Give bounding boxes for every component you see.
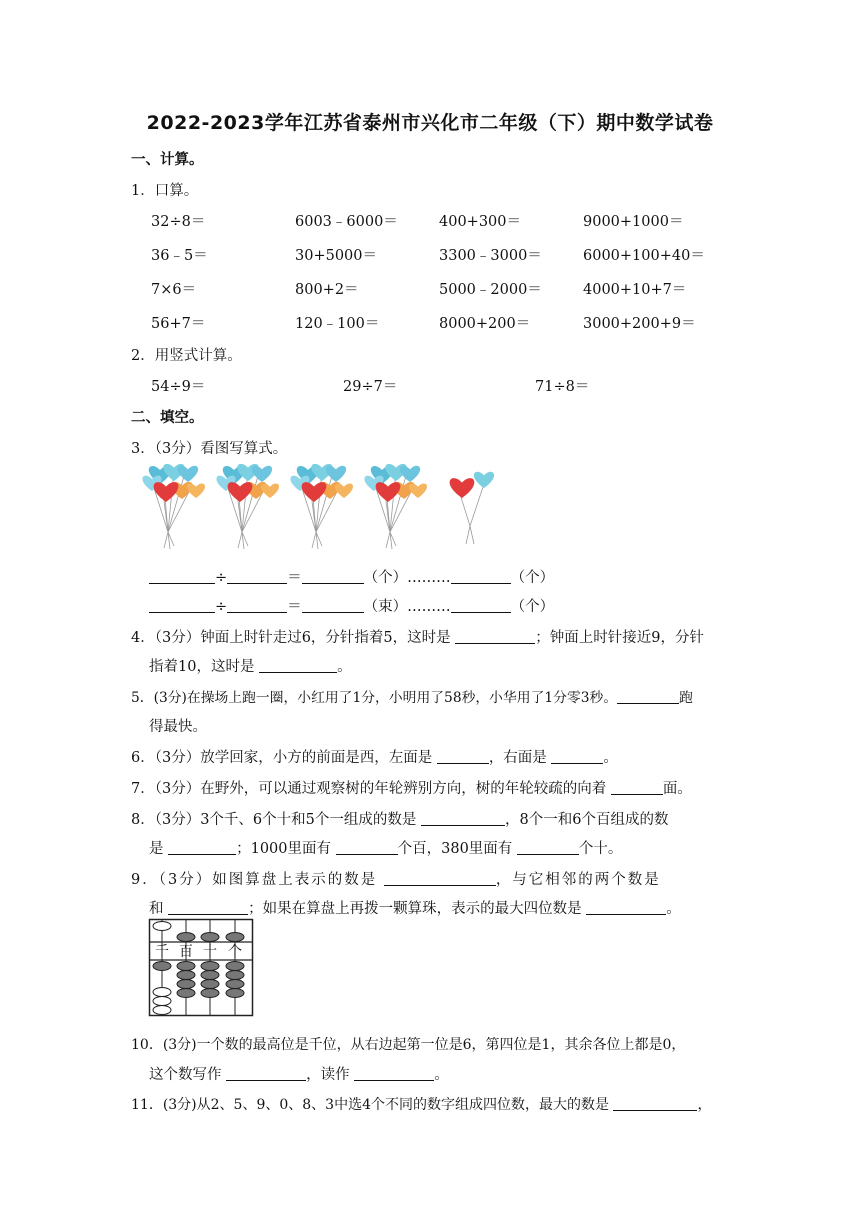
q1-item: 120﹣100＝ bbox=[295, 316, 380, 332]
answer-blank[interactable] bbox=[168, 840, 236, 855]
answer-blank[interactable] bbox=[336, 840, 398, 855]
q1-item: 6000+100+40＝ bbox=[583, 248, 705, 264]
section-heading-calc: 一、计算。 bbox=[131, 152, 204, 168]
answer-blank[interactable] bbox=[227, 598, 287, 613]
abacus-illustration bbox=[148, 918, 256, 1018]
q3-label: 3．（3分）看图写算式。 bbox=[131, 441, 288, 457]
answer-blank[interactable] bbox=[384, 871, 496, 886]
balloons-illustration bbox=[140, 460, 520, 552]
abacus-label: 百 bbox=[179, 944, 193, 960]
q1-item: 32÷8＝ bbox=[151, 214, 206, 230]
answer-blank[interactable] bbox=[421, 811, 505, 826]
answer-blank[interactable] bbox=[517, 840, 579, 855]
answer-blank[interactable] bbox=[617, 689, 679, 704]
q11-line1: 11．(3分)从2、5、9、0、8、3中选4个不同的数字组成四位数，最大的数是 ， bbox=[131, 1097, 712, 1113]
q3-line1: ÷ ＝ （个）……… （个） bbox=[149, 566, 554, 587]
q1-item: 400+300＝ bbox=[439, 214, 522, 230]
abacus-label: 个 bbox=[228, 944, 242, 960]
q7-line: 7．（3分）在野外，可以通过观察树的年轮辨别方向，树的年轮较疏的向着 面。 bbox=[131, 781, 692, 797]
answer-blank[interactable] bbox=[302, 569, 364, 584]
q2-item: 54÷9＝ bbox=[151, 379, 206, 395]
q1-item: 3000+200+9＝ bbox=[583, 316, 696, 332]
q1-item: 36﹣5＝ bbox=[151, 248, 208, 264]
q10-line2: 这个数写作 ，读作 。 bbox=[149, 1067, 449, 1083]
q10-line1: 10．(3分)一个数的最高位是千位，从右边起第一位是6，第四位是1，其余各位上都是0， bbox=[131, 1037, 686, 1053]
answer-blank[interactable] bbox=[168, 900, 248, 915]
q1-item: 4000+10+7＝ bbox=[583, 282, 687, 298]
q4-line1: 4．（3分）钟面上时针走过6，分针指着5，这时是 ；钟面上时针接近9，分针 bbox=[131, 630, 704, 646]
answer-blank[interactable] bbox=[451, 569, 511, 584]
answer-blank[interactable] bbox=[149, 569, 215, 584]
answer-blank[interactable] bbox=[455, 629, 535, 644]
q8-line2: 是 ；1000里面有 个百，380里面有 个十。 bbox=[149, 841, 623, 857]
q1-item: 30+5000＝ bbox=[295, 248, 378, 264]
answer-blank[interactable] bbox=[354, 1066, 434, 1081]
q3-line2: ÷ ＝ （束）……… （个） bbox=[149, 595, 554, 616]
abacus-label: 千 bbox=[155, 944, 169, 960]
q1-item: 8000+200＝ bbox=[439, 316, 531, 332]
answer-blank[interactable] bbox=[437, 749, 489, 764]
section-heading-fill: 二、填空。 bbox=[131, 410, 204, 426]
answer-blank[interactable] bbox=[227, 569, 287, 584]
q1-item: 6003﹣6000＝ bbox=[295, 214, 398, 230]
q1-item: 5000﹣2000＝ bbox=[439, 282, 542, 298]
q1-label: 1．口算。 bbox=[131, 183, 199, 199]
answer-blank[interactable] bbox=[149, 598, 215, 613]
q2-label: 2．用竖式计算。 bbox=[131, 348, 242, 364]
q2-item: 29÷7＝ bbox=[343, 379, 398, 395]
answer-blank[interactable] bbox=[259, 658, 337, 673]
answer-blank[interactable] bbox=[451, 598, 511, 613]
q6-line: 6．（3分）放学回家，小方的前面是西，左面是 ，右面是 。 bbox=[131, 750, 618, 766]
answer-blank[interactable] bbox=[302, 598, 364, 613]
q1-item: 3300﹣3000＝ bbox=[439, 248, 542, 264]
q1-item: 9000+1000＝ bbox=[583, 214, 684, 230]
q9-line2: 和 ；如果在算盘上再拨一颗算珠，表示的最大四位数是 。 bbox=[149, 901, 681, 917]
q1-item: 56+7＝ bbox=[151, 316, 206, 332]
answer-blank[interactable] bbox=[613, 1096, 697, 1111]
q9-line1: 9．（3分）如图算盘上表示的数是 ，与它相邻的两个数是 bbox=[131, 872, 661, 888]
q5-line1: 5．(3分)在操场上跑一圈，小红用了1分，小明用了58秒，小华用了1分零3秒。 跑 bbox=[131, 690, 693, 706]
q5-line2: 得最快。 bbox=[149, 719, 207, 735]
answer-blank[interactable] bbox=[586, 900, 666, 915]
answer-blank[interactable] bbox=[551, 749, 603, 764]
abacus-label: 十 bbox=[203, 944, 217, 960]
q4-line2: 指着10，这时是 。 bbox=[149, 659, 352, 675]
answer-blank[interactable] bbox=[226, 1066, 306, 1081]
q2-item: 71÷8＝ bbox=[535, 379, 590, 395]
page-title: 2022-2023学年江苏省泰州市兴化市二年级（下）期中数学试卷 bbox=[146, 112, 714, 134]
q1-item: 800+2＝ bbox=[295, 282, 359, 298]
q1-item: 7×6＝ bbox=[151, 282, 197, 298]
answer-blank[interactable] bbox=[611, 780, 663, 795]
q8-line1: 8．（3分）3个千、6个十和5个一组成的数是 ，8个一和6个百组成的数 bbox=[131, 812, 669, 828]
